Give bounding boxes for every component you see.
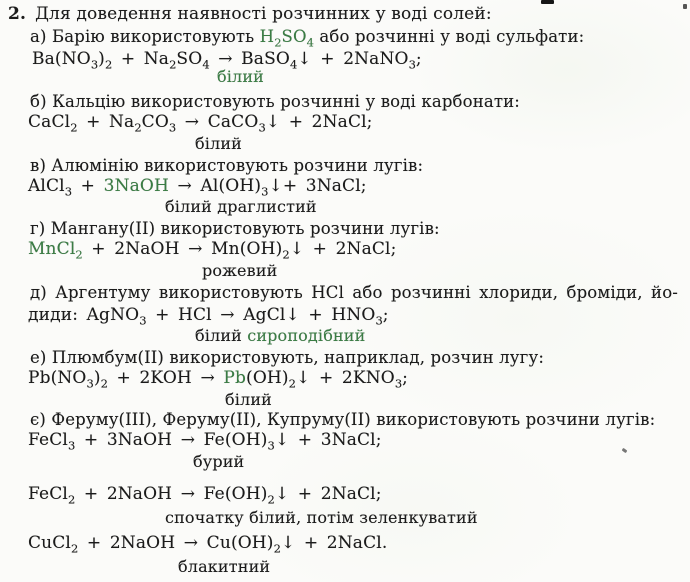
section-v-caption [165, 197, 317, 217]
section-b-label [30, 92, 520, 112]
section-g-label-text: г) Мангану(II) використовують розчини лугів: [30, 219, 440, 238]
section-a-caption [217, 67, 264, 87]
section-g-label [30, 219, 440, 239]
section-ye-caption-3-text: блакитний [178, 557, 271, 576]
section-ye-label [30, 410, 655, 430]
section-a-caption-text: білий [217, 67, 264, 86]
section-ye-equation-1-text: FeCl$_3$ + 3NaOH → $Fe(OH)_3↓$ + 3NaCl; [28, 430, 382, 453]
section-ye-caption-2 [165, 508, 478, 528]
section-ye-label-text: є) Феруму(III), Феруму(II), Купруму(II) використовують розчини лугів: [30, 410, 656, 429]
task-heading-text: 2. [8, 4, 27, 24]
section-e-caption-text: білий [225, 390, 272, 409]
section-e-caption [225, 390, 272, 410]
section-a-label-text: $H_2SO_4$ [259, 27, 314, 50]
section-ye-caption-2-text: спочатку білий, потім зеленкуватий [165, 508, 478, 527]
scan-artifact [541, 0, 554, 4]
section-v-label [30, 156, 423, 176]
section-e-label [30, 348, 544, 368]
scan-artifact [683, 4, 687, 9]
section-e-equation-text: $(OH)_2↓ + 2KNO_3$; [246, 368, 409, 391]
section-e-label-text: е) Плюмбум(II) використовують, наприклад, розчин лугу: [30, 348, 545, 367]
section-a-equation-text: $Ba(NO_3)_2 + Na_2SO_4$ → BaSO$_4$↓ + 2NaNO$_3$; [32, 49, 422, 72]
section-v-caption-text: білий драглистий [165, 197, 317, 216]
section-v-equation-text: → $Al(OH)_3↓+$ 3NaCl; [168, 176, 367, 199]
section-d-caption-text: сироподібний [247, 326, 366, 345]
section-b-equation-text: CaCl$_2$ + $Na_2CO_3$ → CaCO$_3$↓ + 2NaCl; [28, 112, 373, 135]
section-g-caption-text: рожевий [202, 261, 278, 280]
section-ye-equation-2 [28, 484, 382, 509]
section-g-equation-text: + 2NaOH → $Mn(OH)_2↓$ + 2NaCl; [82, 239, 397, 262]
section-d-equation-text: диди: AgNO$_3$ + HCl → AgCl↓ + $HNO_3$; [28, 305, 389, 328]
section-b-label-text: б) Кальцію використовують розчинні у воді карбонати: [30, 92, 520, 111]
section-a-label-text: або розчинні у воді сульфати: [314, 27, 585, 46]
section-g-caption [202, 261, 277, 281]
section-d-caption [195, 326, 365, 346]
task-heading-text: Для доведення наявності розчинних у воді солей: [35, 4, 492, 24]
section-b-caption-text: білий [195, 134, 242, 153]
section-ye-equation-3-text: CuCl$_2$ + 2NaOH → $Cu(OH)_2↓$ + 2NaCl. [28, 533, 388, 556]
section-b-caption [195, 134, 242, 154]
section-a-label-text: а) Барію використовують [30, 27, 260, 46]
section-ye-equation-3 [28, 533, 387, 558]
section-v-equation-text: 3NaOH [103, 176, 169, 196]
section-v-label-text: в) Алюмінію використовують розчини лугів: [30, 156, 424, 175]
section-ye-caption-1-text: бурий [193, 452, 245, 471]
section-v-equation-text: AlCl$_3$ + [28, 176, 104, 199]
section-d-caption-text: білий [195, 326, 248, 345]
scan-artifact [622, 448, 628, 453]
section-e-equation-text: Pb [223, 368, 247, 388]
section-d-label-text: д) Аргентуму використовують HCl або розчинні хлориди, броміди, йо- [30, 283, 678, 302]
section-d-label [30, 283, 678, 303]
task-heading [8, 4, 492, 24]
section-ye-caption-1 [193, 452, 244, 472]
section-e-equation-text: $Pb(NO_3)_2 + 2KOH$ → [28, 368, 224, 391]
section-g-equation-text: MnCl$_2$ [28, 239, 83, 262]
section-ye-caption-3 [178, 557, 270, 577]
section-e-equation [28, 368, 408, 393]
section-ye-equation-2-text: FeCl$_2$ + 2NaOH → $Fe(OH)_2↓$ + 2NaCl; [28, 484, 382, 507]
